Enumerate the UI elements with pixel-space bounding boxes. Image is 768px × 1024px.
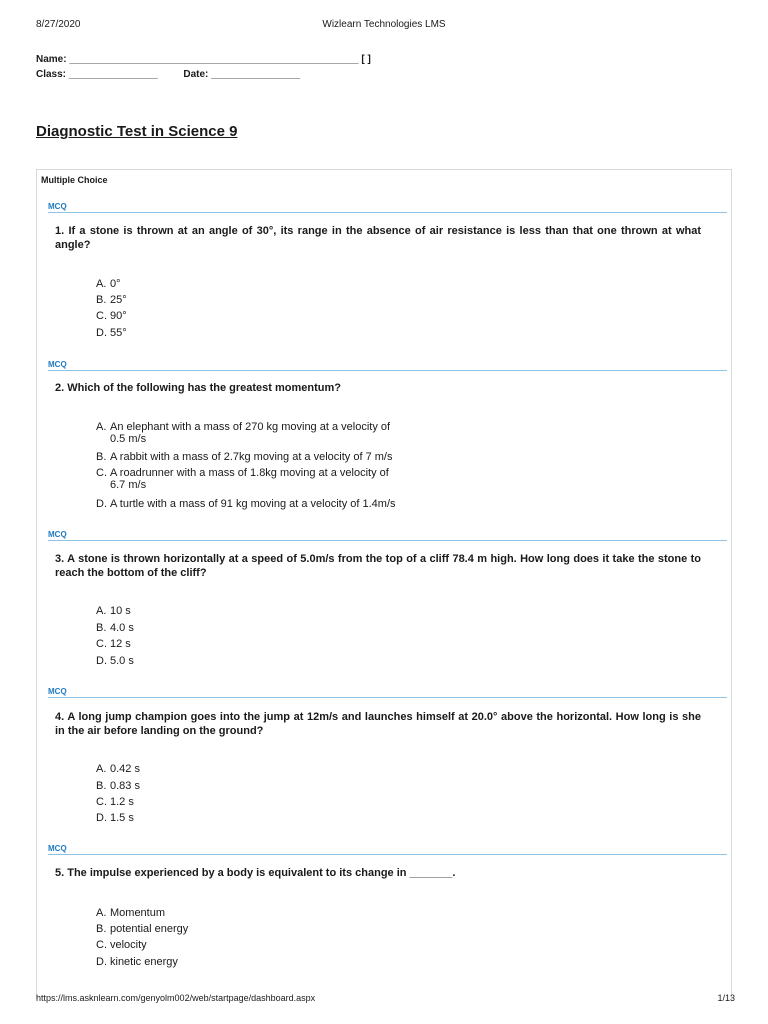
question-type-tag: MCQ — [48, 530, 67, 539]
question-3-option-c: C. 12 s — [96, 638, 131, 650]
question-1-option-d: D. 55° — [96, 327, 127, 339]
question-3-option-b: B. 4.0 s — [96, 622, 134, 634]
name-line: ____________________________________________________ — [69, 54, 359, 65]
question-2-option-c: C. A roadrunner with a mass of 1.8kg moving at a velocity of 6.7 m/s — [96, 467, 389, 491]
question-2-option-a: A. An elephant with a mass of 270 kg moving at a velocity of 0.5 m/s — [96, 421, 391, 445]
print-date: 8/27/2020 — [36, 19, 81, 30]
question-3-option-a: A. 10 s — [96, 605, 131, 617]
question-divider — [48, 697, 727, 698]
question-divider — [48, 212, 727, 213]
question-4-option-d: D. 1.5 s — [96, 812, 134, 824]
question-5-option-c: C. velocity — [96, 939, 147, 951]
question-3-option-d: D. 5.0 s — [96, 655, 134, 667]
name-row — [36, 54, 371, 65]
name-bracket: [ ] — [361, 54, 371, 65]
question-2-text: 2. Which of the following has the greatest momentum? — [55, 382, 342, 394]
page-title: Diagnostic Test in Science 9 — [36, 123, 238, 140]
question-type-tag: MCQ — [48, 844, 67, 853]
question-1-text: 1. If a stone is thrown at an angle of 30°, its range in the absence of air resistance is less than that one thrown at what angle? — [55, 225, 701, 251]
question-type-tag: MCQ — [48, 687, 67, 696]
section-title: Multiple Choice — [41, 175, 108, 185]
class-date-row — [36, 69, 300, 80]
question-divider — [48, 540, 727, 541]
print-site-title: Wizlearn Technologies LMS — [322, 19, 446, 30]
question-2-option-d: D. A turtle with a mass of 91 kg moving at a velocity of 1.4m/s — [96, 498, 396, 510]
class-line: ________________ — [68, 69, 158, 80]
page-number: 1/13 — [717, 993, 735, 1003]
question-5-text: 5. The impulse experienced by a body is equivalent to its change in _______. — [55, 867, 456, 879]
name-label: Name: — [36, 54, 67, 65]
question-5-option-b: B. potential energy — [96, 923, 189, 935]
date-line: ________________ — [211, 69, 301, 80]
question-1-option-c: C. 90° — [96, 310, 127, 322]
footer-url: https://lms.asknlearn.com/genyolm002/web/startpage/dashboard.aspx — [36, 993, 316, 1003]
question-3-text: 3. A stone is thrown horizontally at a speed of 5.0m/s from the top of a cliff 78.4 m high. How long does it take the stone to reach the bottom of the cliff? — [55, 553, 701, 579]
question-5-option-d: D. kinetic energy — [96, 956, 178, 968]
question-2-option-b: B. A rabbit with a mass of 2.7kg moving at a velocity of 7 m/s — [96, 451, 393, 463]
question-panel — [36, 169, 732, 999]
question-divider — [48, 854, 727, 855]
question-1-option-b: B. 25° — [96, 294, 127, 306]
question-5-option-a: A. Momentum — [96, 907, 166, 919]
question-type-tag: MCQ — [48, 360, 67, 369]
question-4-option-c: C. 1.2 s — [96, 796, 134, 808]
question-4-text: 4. A long jump champion goes into the jump at 12m/s and launches himself at 20.0° above the horizontal. How long is she in the air before landing on the ground? — [55, 711, 701, 737]
question-4-option-a: A. 0.42 s — [96, 763, 140, 775]
question-1-option-a: A. 0° — [96, 278, 121, 290]
question-divider — [48, 370, 727, 371]
date-label: Date: — [183, 69, 209, 80]
question-4-option-b: B. 0.83 s — [96, 780, 140, 792]
class-label: Class: — [36, 69, 67, 80]
question-type-tag: MCQ — [48, 202, 67, 211]
